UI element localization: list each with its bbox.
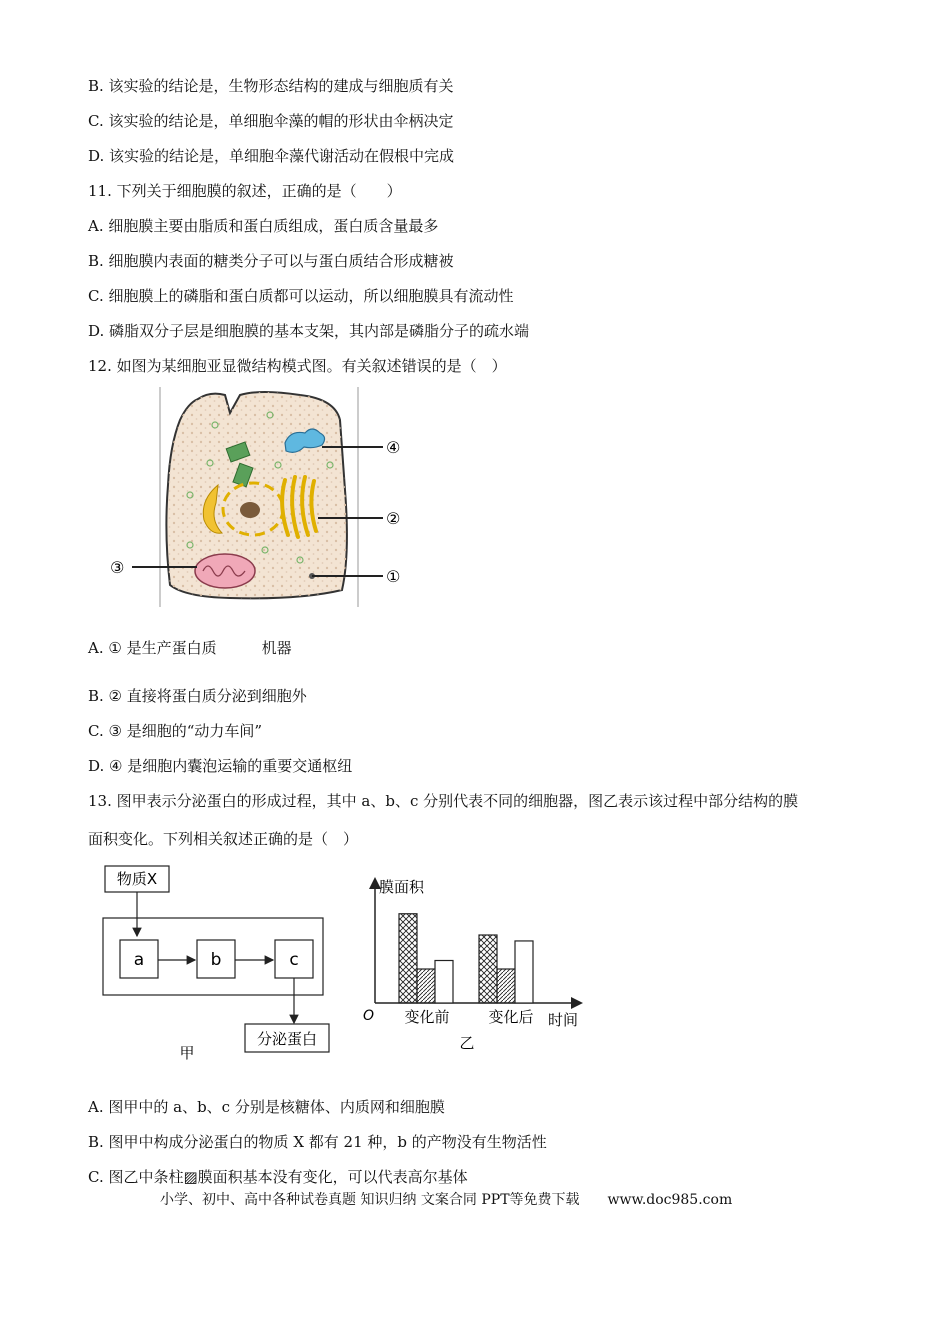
option-a-q12: A. ① 是生产蛋白质 机器	[88, 639, 292, 657]
option-c-q13: C. 图乙中条柱▨膜面积基本没有变化，可以代表高尔基体	[88, 1168, 468, 1186]
input-substance-x: 物质X	[116, 870, 158, 888]
cell-diagram	[100, 385, 420, 610]
option-b-q10: B. 该实验的结论是，生物形态结构的建成与细胞质有关	[88, 77, 454, 95]
category-label-after: 变化后	[488, 1008, 534, 1026]
option-b-q13: B. 图甲中构成分泌蛋白的物质 X 都有 21 种，b 的产物没有生物活性	[88, 1133, 547, 1151]
category-label-before: 变化前	[404, 1008, 450, 1026]
node-a: a	[133, 950, 145, 970]
option-d-q12: D. ④ 是细胞内囊泡运输的重要交通枢纽	[88, 757, 353, 775]
option-d-q11: D. 磷脂双分子层是细胞膜的基本支架，其内部是磷脂分子的疏水端	[88, 322, 530, 340]
node-b: b	[210, 950, 222, 970]
question-12: 12. 如图为某细胞亚显微结构模式图。有关叙述错误的是（ ）	[88, 357, 507, 375]
bar-crosshatch-after	[479, 935, 497, 1003]
node-c: c	[289, 950, 299, 970]
option-a-q13: A. 图甲中的 a、b、c 分别是核糖体、内质网和细胞膜	[88, 1098, 445, 1116]
option-d-q10: D. 该实验的结论是，单细胞伞藻代谢活动在假根中完成	[88, 147, 455, 165]
caption-jia: 甲	[179, 1044, 195, 1062]
origin-label: O	[363, 1008, 375, 1024]
membrane-area-chart	[355, 868, 590, 1058]
option-b-q11: B. 细胞膜内表面的糖类分子可以与蛋白质结合形成糖被	[88, 252, 454, 270]
flow-diagram	[95, 860, 335, 1065]
option-a-q11: A. 细胞膜主要由脂质和蛋白质组成，蛋白质含量最多	[88, 217, 439, 235]
question-13-cont: 面积变化。下列相关叙述正确的是（ ）	[88, 830, 359, 848]
organelle-3	[195, 554, 255, 588]
label-1: ①	[386, 567, 401, 586]
question-13: 13. 图甲表示分泌蛋白的形成过程，其中 a、b、c 分别代表不同的细胞器，图乙表示该过程中部分结构的膜	[88, 792, 799, 810]
label-2: ②	[386, 509, 401, 528]
bar-diagonal-after	[497, 969, 515, 1003]
option-b-q12: B. ② 直接将蛋白质分泌到细胞外	[88, 687, 307, 705]
bar-blank-before	[435, 961, 453, 1004]
x-axis-label: 时间	[548, 1011, 579, 1029]
option-c-q12: C. ③ 是细胞的“动力车间”	[88, 722, 263, 740]
bar-diagonal-before	[417, 969, 435, 1003]
option-c-q11: C. 细胞膜上的磷脂和蛋白质都可以运动，所以细胞膜具有流动性	[88, 287, 514, 305]
question-11: 11. 下列关于细胞膜的叙述，正确的是（ ）	[88, 182, 402, 200]
bar-crosshatch-before	[399, 914, 417, 1003]
label-4: ④	[386, 438, 401, 457]
option-c-q10: C. 该实验的结论是，单细胞伞藻的帽的形状由伞柄决定	[88, 112, 454, 130]
caption-yi: 乙	[459, 1034, 475, 1052]
y-axis-label: 膜面积	[379, 878, 425, 896]
label-3: ③	[110, 558, 125, 577]
nucleolus	[240, 502, 260, 518]
output-secretory-protein: 分泌蛋白	[256, 1030, 318, 1048]
footer-ad: 小学、初中、高中各种试卷真题 知识归纳 文案合同 PPT等免费下载 www.doc985.com	[160, 1192, 733, 1208]
bar-blank-after	[515, 941, 533, 1003]
